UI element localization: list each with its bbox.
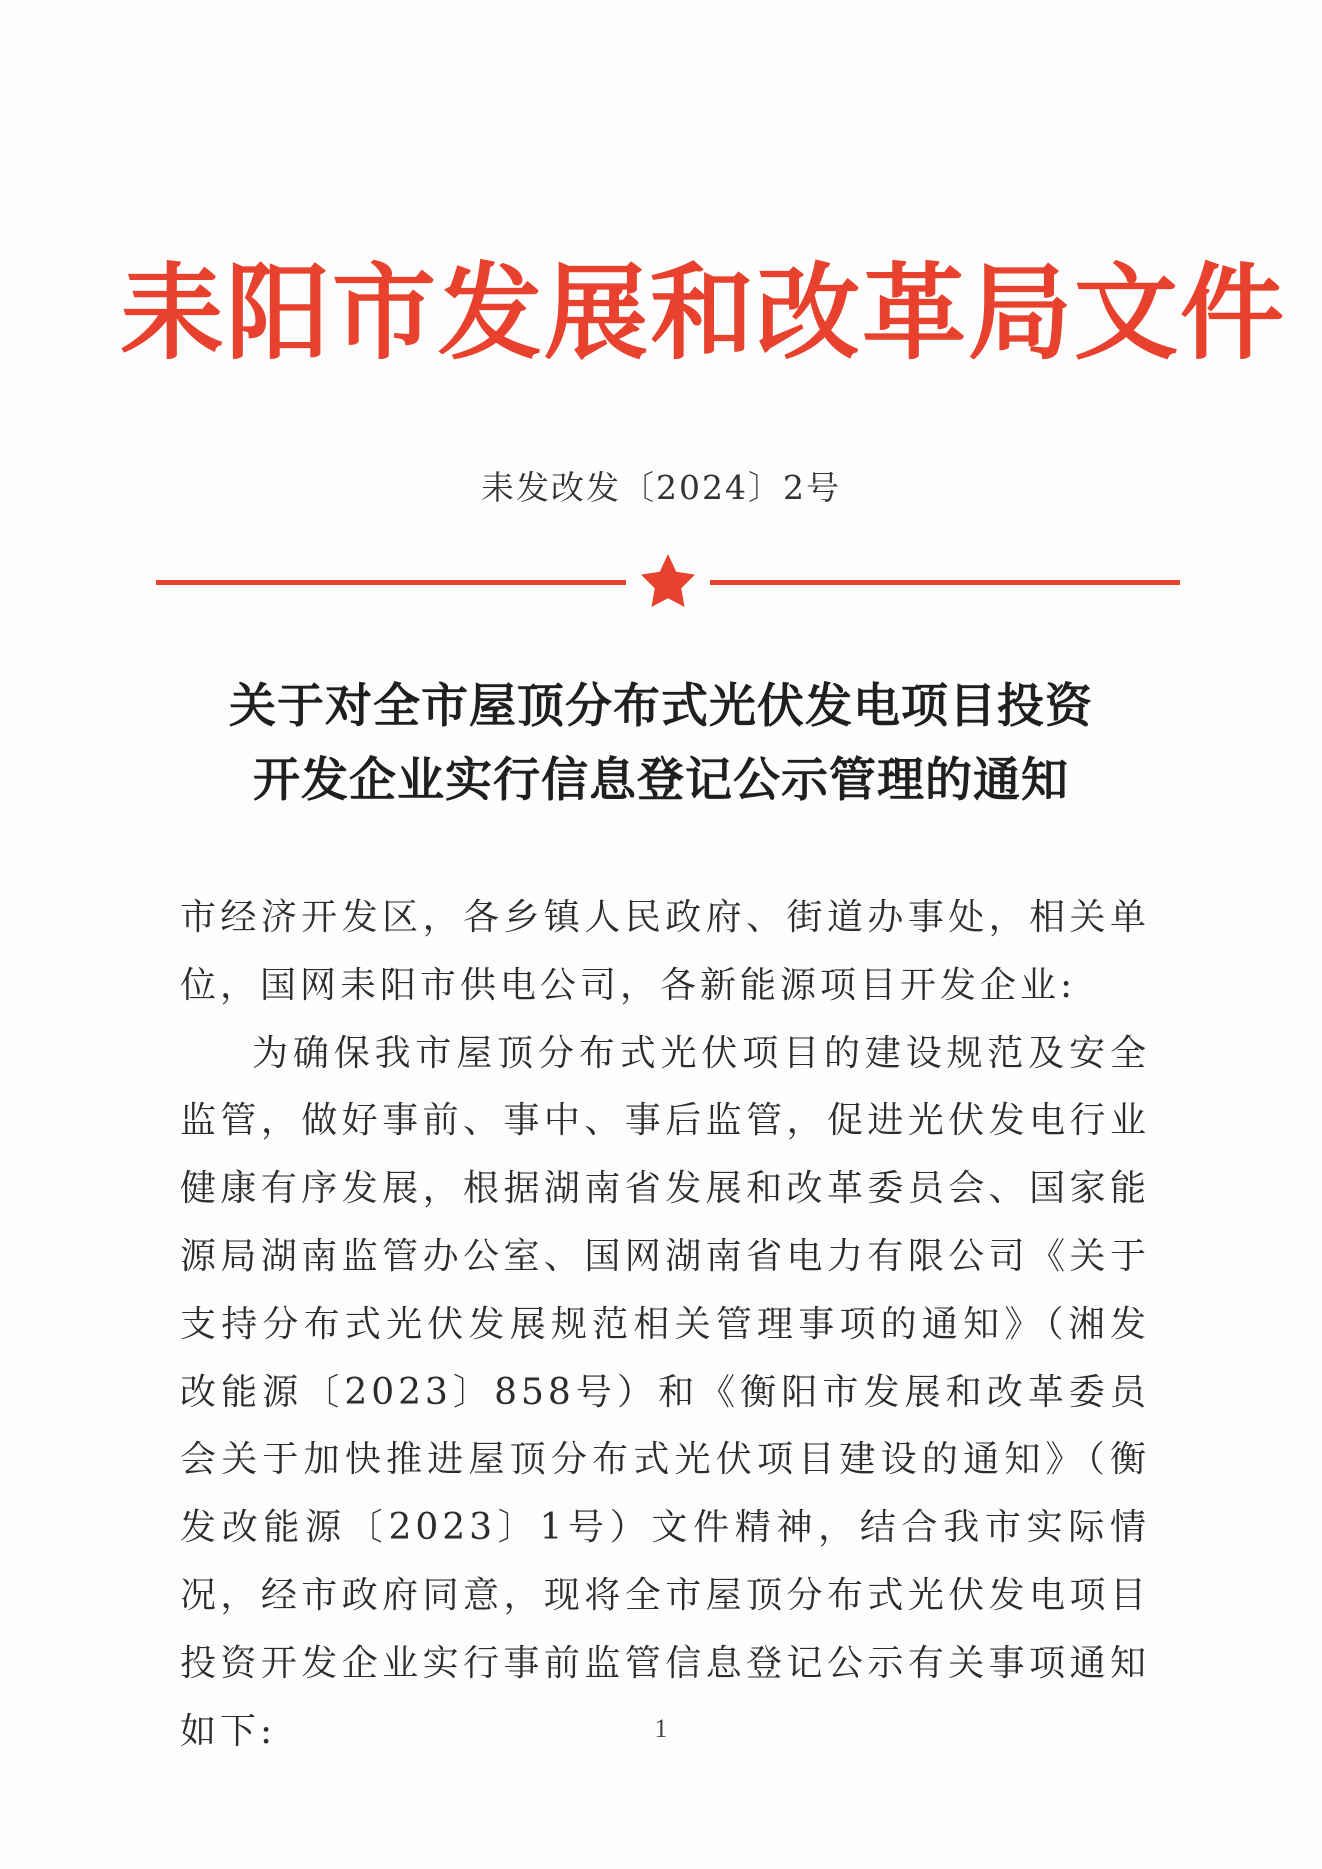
separator-left-line — [156, 580, 626, 585]
paragraph-1: 为确保我市屋顶分布式光伏项目的建设规范及安全监管，做好事前、事中、事后监管，促进光伏发电行业健康有序发展，根据湖南省发展和改革委员会、国家能源局湖南监管办公室、国网湖南省电力有限公司《关于支持分布式光伏发展规范相关管理事项的通知》（湘发改能源〔2023〕858号）和《衡阳市发展和改革委员会关于加快推进屋顶分布式光伏项目建设的通知》（衡发改能源〔2023〕1号）文件精神，结合我市实际情况，经市政府同意，现将全市屋顶分布式光伏发电项目投资开发企业实行事前监管信息登记公示有关事项通知如下: — [180, 1032, 1150, 1752]
addressee: 市经济开发区，各乡镇人民政府、街道办事处，相关单位，国网耒阳市供电公司，各新能源项目开发企业: — [180, 897, 1150, 1006]
masthead-title: 耒阳市发展和改革局文件 — [120, 252, 1287, 374]
separator-right-line — [710, 580, 1180, 585]
red-separator — [156, 552, 1180, 608]
star-icon — [641, 554, 695, 607]
notice-title — [150, 670, 1172, 818]
document-number: 耒发改发〔2024〕2号 — [481, 468, 841, 507]
page-number: 1 — [654, 1714, 668, 1743]
title-line-1: 关于对全市屋顶分布式光伏发电项目投资 — [229, 679, 1093, 734]
body-text — [180, 884, 1150, 1765]
title-line-2: 开发企业实行信息登记公示管理的通知 — [253, 753, 1069, 808]
